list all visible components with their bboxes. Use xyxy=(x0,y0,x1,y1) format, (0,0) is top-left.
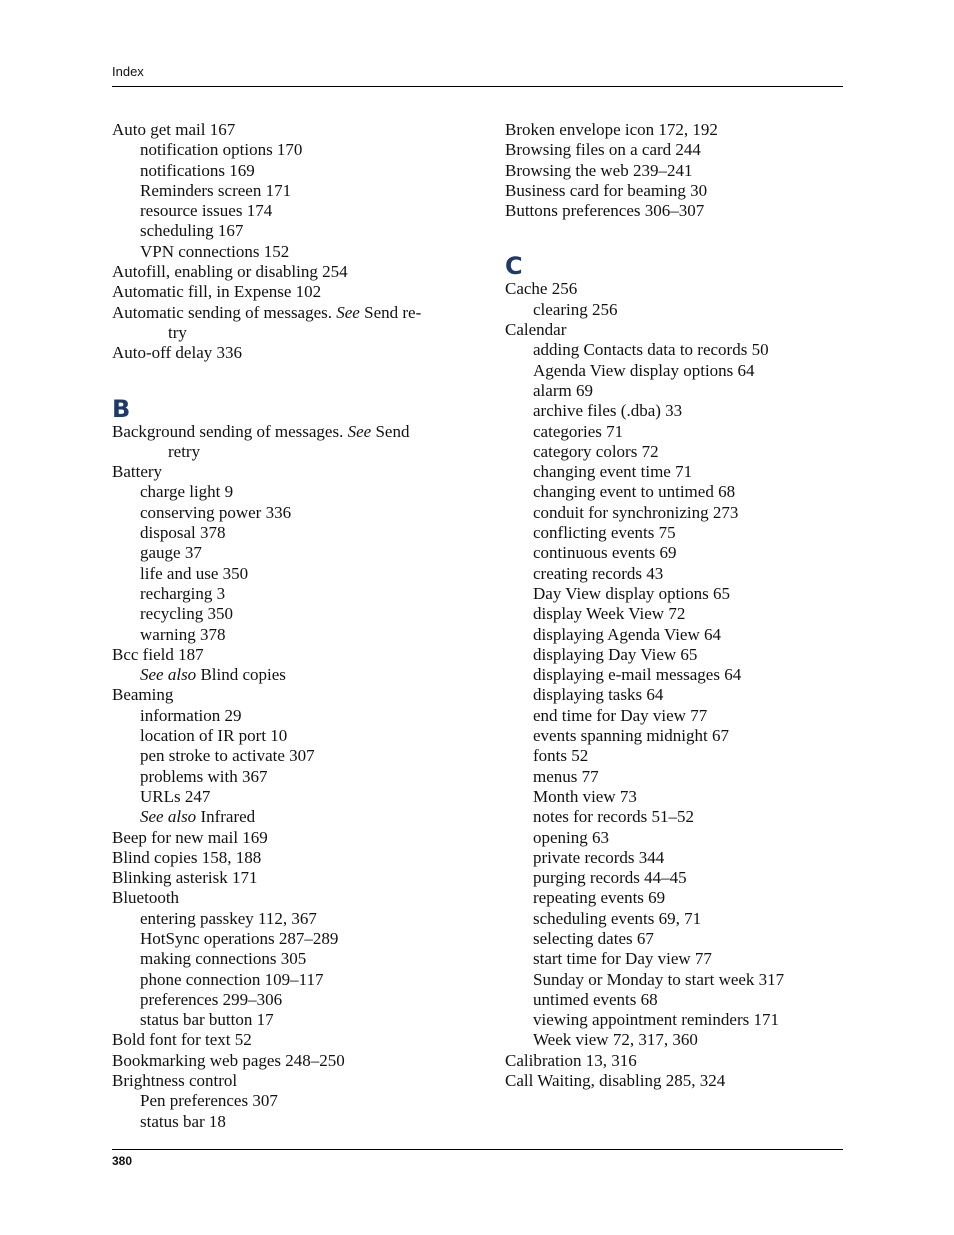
index-subentry: Pen preferences 307 xyxy=(140,1091,278,1111)
index-subentry: Sunday or Monday to start week 317 xyxy=(533,969,785,989)
index-subentry: VPN connections 152 xyxy=(140,241,290,261)
index-entry xyxy=(112,422,457,442)
index-entry-continuation: retry xyxy=(168,441,201,461)
footer-rule xyxy=(112,1149,843,1150)
index-entry: Automatic fill, in Expense 102 xyxy=(112,282,322,302)
index-subentry: recycling 350 xyxy=(140,604,233,624)
index-subentry: displaying tasks 64 xyxy=(533,685,664,705)
index-entry: Buttons preferences 306–307 xyxy=(505,201,705,221)
index-column-right xyxy=(505,120,843,1091)
see-reference: See also xyxy=(140,807,197,827)
index-subentry: conduit for synchronizing 273 xyxy=(533,502,739,522)
index-subentry: selecting dates 67 xyxy=(533,928,654,948)
index-entry: Bold font for text 52 xyxy=(112,1030,252,1050)
index-subentry: archive files (.dba) 33 xyxy=(533,401,683,421)
see-reference: See also xyxy=(140,665,197,685)
index-subentry: phone connection 109–117 xyxy=(140,969,324,989)
index-subentry: pen stroke to activate 307 xyxy=(140,746,315,766)
index-subentry: display Week View 72 xyxy=(533,604,686,624)
section-gap xyxy=(112,364,457,396)
index-entry: Battery xyxy=(112,462,163,482)
index-entry: Brightness control xyxy=(112,1071,238,1091)
index-entry: Bluetooth xyxy=(112,888,180,908)
reference-target: Infrared xyxy=(196,807,256,827)
reference-target: Blind copies xyxy=(196,665,286,685)
index-subentry: disposal 378 xyxy=(140,523,226,543)
index-subentry: resource issues 174 xyxy=(140,201,273,221)
index-subentry: changing event to untimed 68 xyxy=(533,482,736,502)
index-subentry: making connections 305 xyxy=(140,949,307,969)
index-subentry: start time for Day view 77 xyxy=(533,949,712,969)
index-subentry: gauge 37 xyxy=(140,543,202,563)
index-subentry: notes for records 51–52 xyxy=(533,807,694,827)
index-subentry: warning 378 xyxy=(140,624,226,644)
see-reference: See xyxy=(347,421,372,441)
index-subentry: category colors 72 xyxy=(533,441,659,461)
index-subentry: life and use 350 xyxy=(140,563,249,583)
index-subentry: charge light 9 xyxy=(140,482,234,502)
index-entry: Calendar xyxy=(505,320,567,340)
index-entry: Business card for beaming 30 xyxy=(505,180,708,200)
index-entry: Beaming xyxy=(112,685,174,705)
index-subentry xyxy=(112,665,457,685)
index-entry xyxy=(112,303,457,323)
index-subentry: repeating events 69 xyxy=(533,888,666,908)
index-subentry: categories 71 xyxy=(533,421,624,441)
index-subentry: viewing appointment reminders 171 xyxy=(533,1010,779,1030)
index-entry: Beep for new mail 169 xyxy=(112,827,268,847)
running-header: Index xyxy=(112,64,144,79)
page-number: 380 xyxy=(112,1154,133,1168)
index-subentry: creating records 43 xyxy=(533,563,664,583)
index-subentry: notification options 170 xyxy=(140,140,303,160)
index-subentry: recharging 3 xyxy=(140,583,226,603)
reference-target: Send xyxy=(371,421,410,441)
header-rule xyxy=(112,86,843,87)
index-subentry: untimed events 68 xyxy=(533,989,658,1009)
index-subentry: status bar button 17 xyxy=(140,1010,274,1030)
index-subentry: fonts 52 xyxy=(533,746,589,766)
index-entry: Bcc field 187 xyxy=(112,644,204,664)
index-subentry: displaying Day View 65 xyxy=(533,644,698,664)
index-entry: Auto-off delay 336 xyxy=(112,343,242,363)
section-letter: B xyxy=(112,394,131,423)
index-subentry: changing event time 71 xyxy=(533,462,693,482)
index-subentry: Week view 72, 317, 360 xyxy=(533,1030,698,1050)
index-subentry: scheduling 167 xyxy=(140,221,244,241)
index-subentry: Agenda View display options 64 xyxy=(533,360,755,380)
index-subentry: clearing 256 xyxy=(533,299,618,319)
index-entry: Blinking asterisk 171 xyxy=(112,868,258,888)
reference-target: Send re- xyxy=(359,302,422,322)
index-entry: Autofill, enabling or disabling 254 xyxy=(112,262,348,282)
index-subentry: adding Contacts data to records 50 xyxy=(533,340,769,360)
index-subentry: private records 344 xyxy=(533,847,665,867)
index-subentry: Month view 73 xyxy=(533,786,637,806)
index-subentry: alarm 69 xyxy=(533,380,593,400)
index-subentry: continuous events 69 xyxy=(533,543,677,563)
index-entry: Call Waiting, disabling 285, 324 xyxy=(505,1071,726,1091)
index-entry: Browsing the web 239–241 xyxy=(505,160,693,180)
see-reference: See xyxy=(336,302,360,322)
index-subentry: purging records 44–45 xyxy=(533,868,687,888)
index-subentry: end time for Day view 77 xyxy=(533,705,708,725)
index-subentry: conserving power 336 xyxy=(140,502,292,522)
section-letter: C xyxy=(505,252,523,281)
index-subentry: opening 63 xyxy=(533,827,610,847)
index-subentry: displaying e-mail messages 64 xyxy=(533,665,742,685)
entry-text: Background sending of messages. xyxy=(112,421,348,441)
index-entry: Bookmarking web pages 248–250 xyxy=(112,1050,345,1070)
index-subentry: URLs 247 xyxy=(140,786,211,806)
index-subentry: displaying Agenda View 64 xyxy=(533,624,722,644)
index-subentry xyxy=(112,807,457,827)
section-gap xyxy=(505,221,843,253)
index-subentry: HotSync operations 287–289 xyxy=(140,928,339,948)
index-subentry: entering passkey 112, 367 xyxy=(140,908,317,928)
index-subentry: Reminders screen 171 xyxy=(140,180,292,200)
index-entry-continuation: try xyxy=(168,322,187,342)
index-subentry: menus 77 xyxy=(533,766,599,786)
index-column-left xyxy=(112,120,457,1132)
index-subentry: notifications 169 xyxy=(140,160,255,180)
index-entry: Cache 256 xyxy=(505,279,578,299)
index-subentry: events spanning midnight 67 xyxy=(533,726,729,746)
index-subentry: conflicting events 75 xyxy=(533,523,676,543)
index-subentry: problems with 367 xyxy=(140,766,268,786)
index-subentry: information 29 xyxy=(140,705,242,725)
index-subentry: status bar 18 xyxy=(140,1111,226,1131)
index-entry: Browsing files on a card 244 xyxy=(505,140,701,160)
index-entry: Auto get mail 167 xyxy=(112,120,236,139)
index-subentry: scheduling events 69, 71 xyxy=(533,908,702,928)
index-entry: Calibration 13, 316 xyxy=(505,1050,637,1070)
index-subentry: preferences 299–306 xyxy=(140,989,283,1009)
index-subentry: Day View display options 65 xyxy=(533,583,730,603)
index-entry: Blind copies 158, 188 xyxy=(112,847,262,867)
entry-text: Automatic sending of messages. xyxy=(112,302,337,322)
index-subentry: location of IR port 10 xyxy=(140,726,288,746)
index-entry: Broken envelope icon 172, 192 xyxy=(505,120,718,139)
